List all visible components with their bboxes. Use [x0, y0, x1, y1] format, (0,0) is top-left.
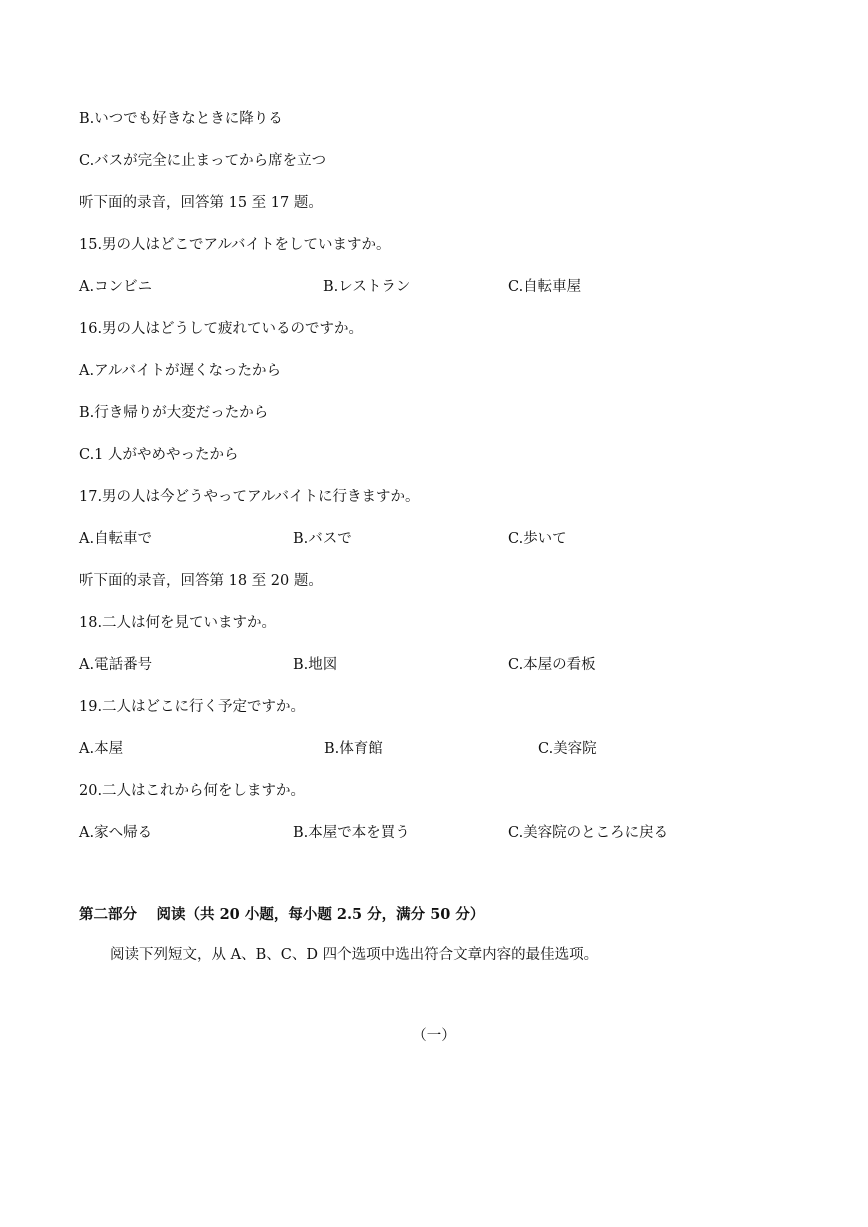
q20-option-a: A.家へ帰る: [79, 825, 153, 841]
q14-option-b: B.いつでも好きなときに降りる: [79, 111, 283, 127]
q17-option-a: A.自転車で: [79, 531, 153, 547]
part2-instruction: 阅读下列短文，从 A、B、C、D 四个选项中选出符合文章内容的最佳选项。: [110, 947, 599, 963]
instruction-18-20: 听下面的录音，回答第 18 至 20 题。: [79, 573, 323, 589]
q18-option-b: B.地図: [293, 657, 338, 673]
q15-option-b: B.レストラン: [323, 279, 411, 295]
q20-question: 20.二人はこれから何をしますか。: [79, 783, 306, 799]
q19-option-b: B.体育館: [324, 741, 383, 757]
q17-option-b: B.バスで: [293, 531, 352, 547]
q16-option-b: B.行き帰りが大変だったから: [79, 405, 269, 421]
q16-option-a: A.アルバイトが遅くなったから: [79, 363, 281, 379]
q14-option-c: C.バスが完全に止まってから席を立つ: [79, 153, 327, 169]
q15-question: 15.男の人はどこでアルバイトをしていますか。: [79, 237, 391, 253]
q18-option-a: A.電話番号: [79, 657, 153, 673]
q18-question: 18.二人は何を見ていますか。: [79, 615, 277, 631]
section-marker: （一）: [412, 1028, 456, 1044]
q18-option-c: C.本屋の看板: [508, 657, 596, 673]
q15-option-a: A.コンビニ: [79, 279, 153, 295]
q16-question: 16.男の人はどうして疲れているのですか。: [79, 321, 364, 337]
q16-option-c: C.1 人がやめやったから: [79, 447, 239, 463]
q20-option-b: B.本屋で本を買う: [293, 825, 410, 841]
q19-question: 19.二人はどこに行く予定ですか。: [79, 699, 306, 715]
q17-option-c: C.歩いて: [508, 531, 567, 547]
instruction-15-17: 听下面的录音，回答第 15 至 17 题。: [79, 195, 323, 211]
q20-option-c: C.美容院のところに戻る: [508, 825, 669, 841]
part2-heading: 第二部分 阅读（共 20 小题，每小题 2.5 分，满分 50 分）: [79, 906, 485, 923]
q17-question: 17.男の人は今どうやってアルバイトに行きますか。: [79, 489, 420, 505]
q19-option-a: A.本屋: [79, 741, 124, 757]
q15-option-c: C.自転車屋: [508, 279, 582, 295]
q19-option-c: C.美容院: [538, 741, 597, 757]
